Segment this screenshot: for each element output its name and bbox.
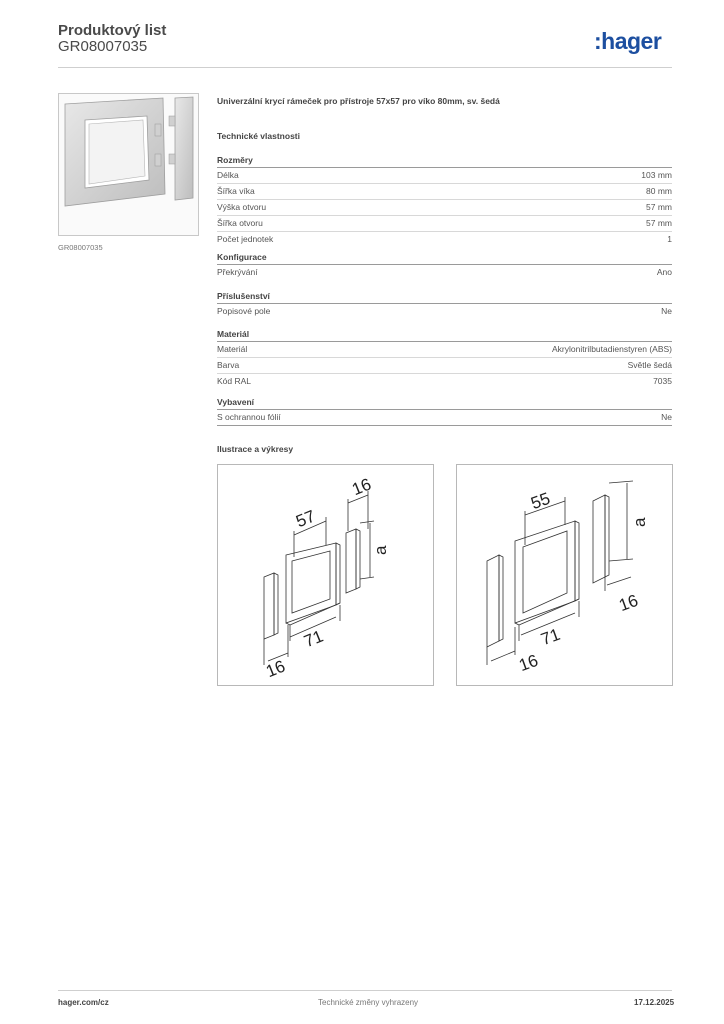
spec-label: Popisové pole	[217, 306, 271, 316]
specs-heading: Technické vlastnosti	[217, 131, 300, 141]
group-title: Materiál	[217, 328, 672, 342]
hager-logo[interactable]: :hager	[594, 28, 662, 54]
spec-value: Ne	[661, 412, 672, 422]
dim-label: 16	[516, 650, 541, 676]
frame-photo-icon	[59, 94, 198, 235]
group-title: Konfigurace	[217, 251, 672, 265]
spec-label: Materiál	[217, 344, 248, 354]
spec-label: Barva	[217, 360, 240, 370]
group-title: Příslušenství	[217, 290, 672, 304]
spec-row	[217, 265, 672, 280]
spec-row	[217, 358, 672, 374]
footer-disclaimer: Technické změny vyhrazeny	[318, 998, 419, 1007]
group-title: Vybavení	[217, 396, 672, 410]
spec-value: 103 mm	[641, 170, 672, 180]
spec-row	[217, 410, 672, 426]
spec-group-material	[217, 328, 672, 389]
drawing-right	[456, 464, 673, 686]
dim-label: 71	[301, 626, 326, 652]
spec-value: 57 mm	[646, 202, 672, 212]
spec-label: Překrývání	[217, 267, 258, 277]
header-divider	[58, 67, 672, 68]
footer-website-link[interactable]: hager.com/cz	[58, 998, 109, 1007]
footer-date: 17.12.2025	[634, 998, 675, 1007]
spec-value: 80 mm	[646, 186, 672, 196]
spec-group-accessories	[217, 290, 672, 319]
spec-label: Výška otvoru	[217, 202, 267, 212]
product-image	[58, 93, 199, 236]
spec-row	[217, 342, 672, 358]
dim-label: 71	[538, 624, 563, 650]
spec-row	[217, 200, 672, 216]
spec-value: Ne	[661, 306, 672, 316]
spec-label: Kód RAL	[217, 376, 252, 386]
spec-row	[217, 184, 672, 200]
page-title: Produktový list	[58, 22, 167, 39]
image-caption: GR08007035	[58, 243, 103, 252]
logo-text: hager	[601, 28, 662, 54]
spec-group-configuration	[217, 251, 672, 280]
spec-value: Světle šedá	[627, 360, 672, 370]
spec-value: Akrylonitrilbutadienstyren (ABS)	[552, 344, 672, 354]
spec-label: Šířka víka	[217, 186, 255, 196]
footer-divider	[58, 990, 672, 991]
dim-label: a	[630, 517, 649, 527]
product-code: GR08007035	[58, 38, 148, 55]
dim-label: 16	[263, 656, 288, 682]
spec-row	[217, 168, 672, 184]
dim-label: 55	[528, 488, 553, 514]
spec-label: Šířka otvoru	[217, 218, 263, 228]
illustrations-heading: Ilustrace a výkresy	[217, 444, 294, 454]
spec-value: Ano	[656, 267, 672, 277]
spec-value: 7035	[653, 376, 672, 386]
dimension-drawing-right-icon	[457, 465, 672, 685]
spec-value: 57 mm	[646, 218, 672, 228]
spec-group-equipment	[217, 396, 672, 426]
spec-row	[217, 374, 672, 389]
dimension-drawing-left-icon	[218, 465, 433, 685]
drawing-left	[217, 464, 434, 686]
spec-row	[217, 216, 672, 232]
dim-label: 16	[349, 474, 374, 500]
spec-row	[217, 232, 672, 247]
group-title: Rozměry	[217, 154, 672, 168]
spec-group-dimensions	[217, 154, 672, 247]
product-description: Univerzální krycí rámeček pro přístroje 57x57 pro víko 80mm, sv. šedá	[217, 96, 500, 106]
spec-label: Počet jednotek	[217, 234, 274, 244]
spec-value: 1	[667, 234, 672, 244]
spec-label: S ochrannou fólií	[217, 412, 281, 422]
spec-label: Délka	[217, 170, 239, 180]
dim-label: 57	[293, 506, 318, 532]
dim-label: 16	[616, 590, 641, 616]
spec-row	[217, 304, 672, 319]
dim-label: a	[371, 545, 390, 555]
